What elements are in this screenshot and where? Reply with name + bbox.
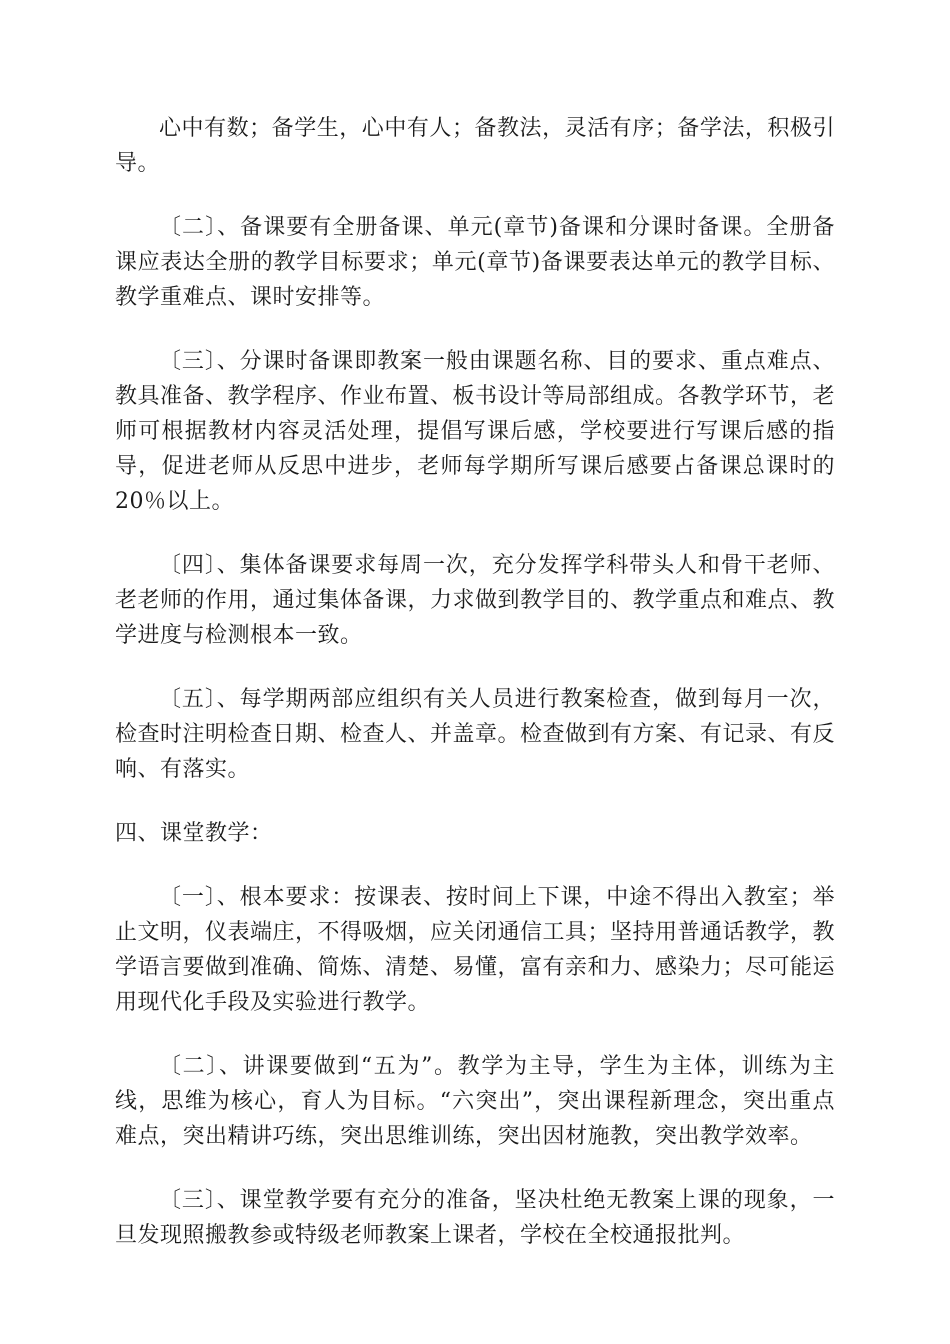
section-heading-classroom-teaching: 四、课堂教学： [115, 821, 273, 846]
paragraph-preparation: 〔三〕、课堂教学要有充分的准备，坚决杜绝无教案上课的现象，一旦发现照搬教参或特级老师教案上课者，学校在全校通报批判。 [115, 1188, 835, 1248]
paragraph-continuation: 心中有数；备学生，心中有人；备教法，灵活有序；备学法，积极引导。 [115, 116, 835, 176]
paragraph-item-2: 〔二〕、备课要有全册备课、单元(章节)备课和分课时备课。全册备课应表达全册的教学目标要求；单元(章节)备课要表达单元的教学目标、教学重难点、课时安排等。 [115, 215, 835, 310]
paragraph-item-3: 〔三〕、分课时备课即教案一般由课题名称、目的要求、重点难点、教具准备、教学程序、作业布置、板书设计等局部组成。各教学环节，老师可根据教材内容灵活处理，提倡写课后感，学校要进行写课后感的指导，促进老师从反思中进步，老师每学期所写课后感要占备课总课时的20％以上。 [115, 349, 836, 514]
document-body [115, 111, 835, 1282]
paragraph-basic-requirements: 〔一〕、根本要求：按课表、按时间上下课，中途不得出入教室；举止文明，仪表端庄，不得吸烟，应关闭通信工具；坚持用普通话教学，教学语言要做到准确、简炼、清楚、易懂，富有亲和力、感染力；尽可能运用现代化手段及实验进行教学。 [115, 885, 836, 1015]
paragraph-item-4: 〔四〕、集体备课要求每周一次，充分发挥学科带头人和骨干老师、老老师的作用，通过集体备课，力求做到教学目的、教学重点和难点、教学进度与检测根本一致。 [115, 553, 836, 648]
paragraph-five-principles: 〔二〕、讲课要做到“五为”。教学为主导，学生为主体，训练为主线，思维为核心，育人为目标。“六突出”，突出课程新理念，突出重点难点，突出精讲巧练，突出思维训练，突出因材施教，突出教学效率。 [115, 1054, 835, 1149]
paragraph-item-5: 〔五〕、每学期两部应组织有关人员进行教案检查，做到每月一次，检查时注明检查日期、检查人、并盖章。检查做到有方案、有记录、有反响、有落实。 [115, 687, 836, 782]
